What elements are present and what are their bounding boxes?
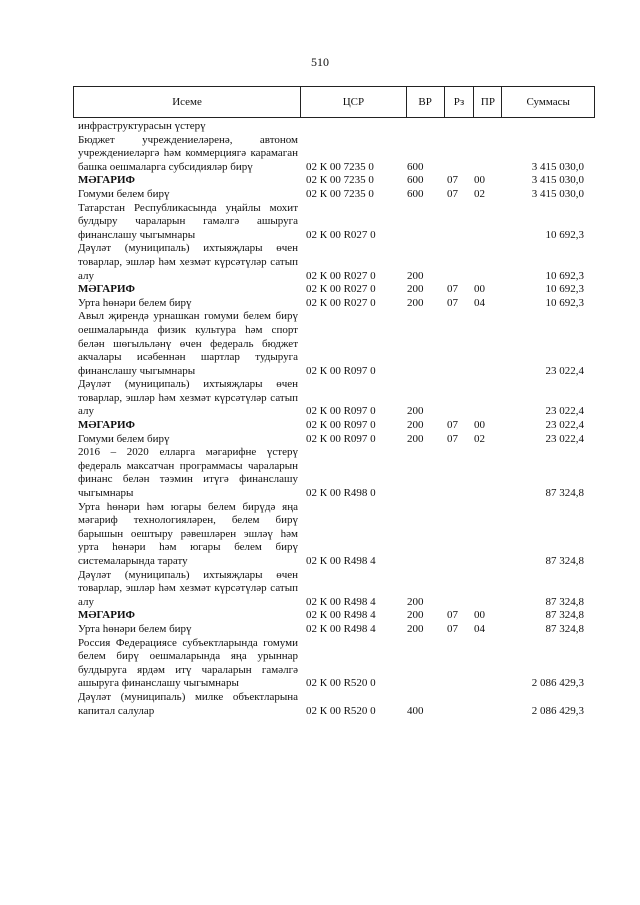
row-csr: 02 К 00 7235 0	[306, 187, 374, 200]
row-rz: 07	[447, 432, 458, 445]
table-row	[78, 419, 592, 433]
row-sum: 87 324,8	[545, 555, 584, 567]
row-name: Урта һөнәри һәм югары белем бирүдә яңа мәгариф технологияләрен, белем бирү барышын оештыру рәвешләрен эшләү һәм урта һөнәри һәм югары белем бирү системаларында тарату	[78, 500, 298, 567]
row-name: МӘГАРИФ	[78, 174, 135, 187]
row-csr: 02 К 00 R027 0	[306, 269, 376, 282]
row-rz: 07	[447, 296, 458, 309]
row-vr: 200	[407, 622, 424, 635]
table-row	[78, 569, 592, 610]
row-name: Дәүләт (муниципаль) ихтыяҗлары өчен товарлар, эшләр һәм хезмәт күрсәтүләр сатып алу	[78, 378, 298, 418]
row-sum: 10 692,3	[545, 269, 584, 282]
row-sum: 23 022,4	[545, 419, 584, 432]
table-row	[78, 134, 592, 175]
table-row	[78, 297, 592, 311]
row-name: Дәүләт (муниципаль) милке объектларына капитал салулар	[78, 690, 298, 717]
table-header	[73, 86, 595, 118]
table-row	[78, 174, 592, 188]
table-row	[78, 623, 592, 637]
row-sum: 3 415 030,0	[531, 187, 584, 200]
row-name: Гомуми белем бирү	[78, 187, 170, 200]
row-vr: 200	[407, 595, 424, 608]
row-vr: 200	[407, 419, 424, 432]
row-csr: 02 К 00 7235 0	[306, 174, 374, 187]
row-csr: 02 К 00 R097 0	[306, 432, 376, 445]
table-row	[78, 433, 592, 447]
table-body	[78, 120, 592, 718]
row-sum: 23 022,4	[545, 405, 584, 418]
row-vr: 600	[407, 174, 424, 187]
row-name: Дәүләт (муниципаль) ихтыяҗлары өчен товарлар, эшләр һәм хезмәт күрсәтүләр сатып алу	[78, 242, 298, 282]
table-row	[78, 446, 592, 500]
row-name: МӘГАРИФ	[78, 609, 135, 622]
row-name: Дәүләт (муниципаль) ихтыяҗлары өчен товарлар, эшләр һәм хезмәт күрсәтүләр сатып алу	[78, 568, 298, 608]
row-vr: 600	[407, 187, 424, 200]
row-sum: 3 415 030,0	[531, 174, 584, 187]
row-vr: 600	[407, 160, 424, 173]
row-rz: 07	[447, 283, 458, 296]
row-csr: 02 К 00 R097 0	[306, 419, 376, 432]
row-sum: 3 415 030,0	[531, 160, 584, 173]
table-row	[78, 188, 592, 202]
row-sum: 10 692,3	[545, 283, 584, 296]
header-pr: ПР	[474, 87, 502, 117]
table-row	[78, 120, 592, 134]
row-rz: 07	[447, 187, 458, 200]
row-sum: 10 692,3	[545, 228, 584, 241]
row-pr: 04	[474, 296, 485, 309]
row-vr: 200	[407, 432, 424, 445]
row-name: Урта һөнәри белем бирү	[78, 622, 192, 635]
row-pr: 00	[474, 609, 485, 622]
table-row	[78, 202, 592, 243]
row-pr: 00	[474, 283, 485, 296]
row-rz: 07	[447, 622, 458, 635]
header-sum: Суммасы	[526, 96, 570, 108]
row-name: Бюджет учреждениеләренә, автоном учреждениеләргә һәм коммерциягә карамаган башка оешмаларга субсидияләр бирү	[78, 133, 298, 173]
table-row	[78, 501, 592, 569]
row-csr: 02 К 00 R498 4	[306, 609, 376, 622]
row-name: 2016 – 2020 елларга мәгарифне үстерү федераль максатчан программасы чараларын финанс белән тәэмин итүгә финанслашу чыгымнары	[78, 446, 298, 500]
header-vr: ВР	[407, 87, 445, 117]
row-name: Гомуми белем бирү	[78, 432, 170, 445]
row-csr: 02 К 00 R097 0	[306, 405, 376, 418]
row-name: Урта һөнәри белем бирү	[78, 296, 192, 309]
table-row	[78, 310, 592, 378]
row-csr: 02 К 00 R498 4	[306, 595, 376, 608]
row-sum: 87 324,8	[545, 595, 584, 608]
row-vr: 200	[407, 283, 424, 296]
row-csr: 02 К 00 R498 4	[306, 555, 376, 567]
row-pr: 04	[474, 622, 485, 635]
row-name: инфраструктурасын үстерү	[78, 120, 206, 132]
row-name: Россия Федерациясе субъектларында гомуми белем бирү оешмаларында яңа урыннар булдыруга ярдәм итү чараларын гамәлгә ашыруга финанслашу чыгымнары	[78, 636, 298, 690]
row-sum: 2 086 429,3	[531, 677, 584, 690]
header-name: Исеме	[74, 87, 301, 117]
row-sum: 10 692,3	[545, 296, 584, 309]
table-row	[78, 242, 592, 283]
row-rz: 07	[447, 419, 458, 432]
row-pr: 00	[474, 419, 485, 432]
row-csr: 02 К 00 R027 0	[306, 296, 376, 309]
row-vr: 200	[407, 609, 424, 622]
table-row	[78, 378, 592, 419]
row-csr: 02 К 00 R097 0	[306, 364, 376, 377]
row-csr: 02 К 00 R520 0	[306, 704, 376, 717]
header-rz: Рз	[445, 87, 475, 117]
row-name: МӘГАРИФ	[78, 283, 135, 296]
header-csr: ЦСР	[301, 87, 407, 117]
row-vr: 200	[407, 405, 424, 418]
row-csr: 02 К 00 R498 0	[306, 487, 376, 500]
row-vr: 200	[407, 296, 424, 309]
row-vr: 400	[407, 704, 424, 717]
row-sum: 2 086 429,3	[531, 704, 584, 717]
row-sum: 87 324,8	[545, 609, 584, 622]
row-name: МӘГАРИФ	[78, 419, 135, 432]
row-sum: 23 022,4	[545, 364, 584, 377]
row-csr: 02 К 00 R027 0	[306, 228, 376, 241]
row-name: Татарстан Республикасында уңайлы мохит булдыру чараларын гамәлгә ашыруга финанслашу чыгымнары	[78, 201, 298, 241]
row-pr: 02	[474, 187, 485, 200]
row-rz: 07	[447, 609, 458, 622]
row-sum: 87 324,8	[545, 487, 584, 500]
table-row	[78, 609, 592, 623]
table-row	[78, 637, 592, 691]
page-number: 510	[311, 55, 329, 69]
row-csr: 02 К 00 7235 0	[306, 160, 374, 173]
row-sum: 87 324,8	[545, 622, 584, 635]
row-pr: 02	[474, 432, 485, 445]
row-csr: 02 К 00 R027 0	[306, 283, 376, 296]
table-row	[78, 691, 592, 718]
row-pr: 00	[474, 174, 485, 187]
row-csr: 02 К 00 R520 0	[306, 677, 376, 690]
table-row	[78, 283, 592, 297]
row-sum: 23 022,4	[545, 432, 584, 445]
row-rz: 07	[447, 174, 458, 187]
row-name: Авыл җирендә урнашкан гомуми белем бирү оешмаларында физик культура һәм спорт белән шөгыльләнү өчен федераль бюджет акчалары исәбеннән шартлар тудыруга финанслашу чыгымнары	[78, 310, 298, 377]
row-vr: 200	[407, 269, 424, 282]
row-csr: 02 К 00 R498 4	[306, 622, 376, 635]
